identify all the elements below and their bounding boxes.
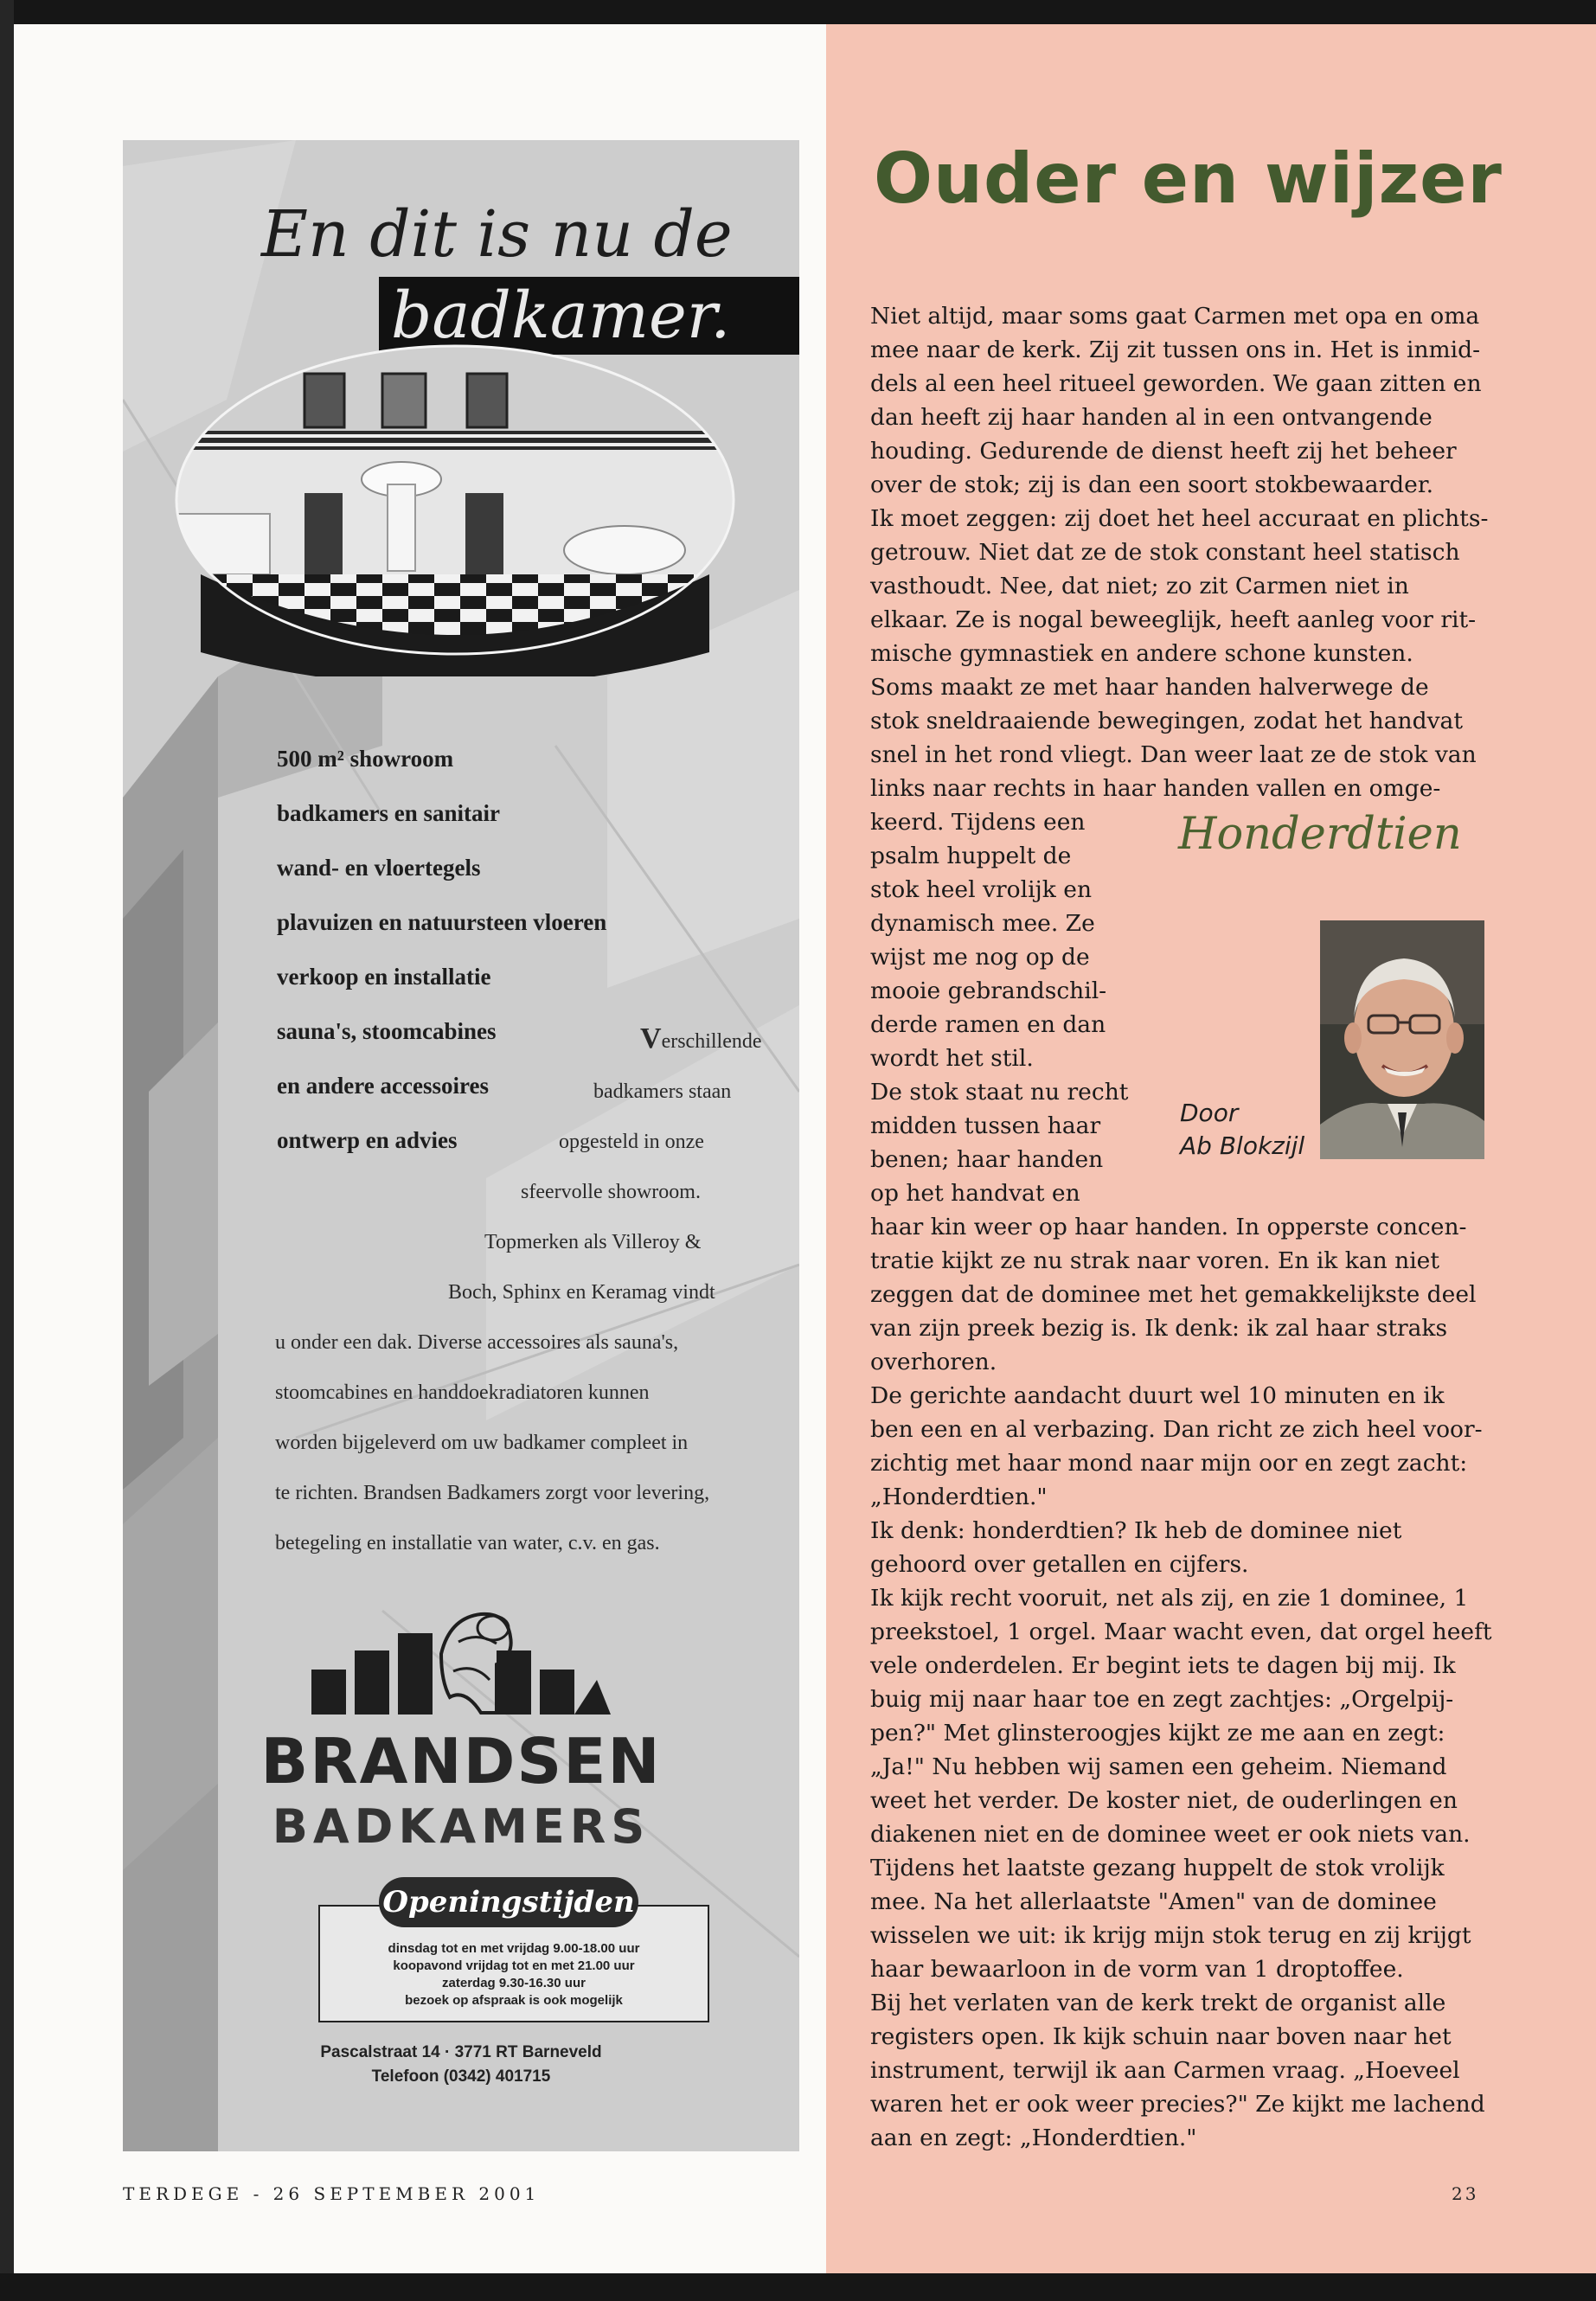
ad-body-line: Verschillende bbox=[640, 1022, 762, 1054]
article-line: snel in het rond vliegt. Dan weer laat ze de stok van bbox=[870, 741, 1477, 768]
article-line: zeggen dat de dominee met het gemakkelijkste deel bbox=[870, 1281, 1477, 1308]
article-line: van zijn preek bezig is. Ik denk: ik zal haar straks bbox=[870, 1315, 1448, 1342]
ad-body-line: Boch, Sphinx en Keramag vindt bbox=[448, 1281, 715, 1304]
scan-bottom-border bbox=[0, 2273, 1596, 2301]
brand-name: BRANDSEN bbox=[260, 1725, 662, 1798]
article-line: Ik denk: honderdtien? Ik heb de dominee niet bbox=[870, 1517, 1402, 1544]
bathroom-photo bbox=[175, 324, 735, 676]
ad-headline-line2: badkamer. bbox=[379, 277, 799, 355]
ad-body-line: u onder een dak. Diverse accessoires als sauna's, bbox=[275, 1331, 679, 1354]
article-line: waren het er ook weer precies?" Ze kijkt me lachend bbox=[870, 2091, 1485, 2118]
article-line: pen?" Met glinsteroogjes kijkt ze me aan en zegt: bbox=[870, 1720, 1445, 1747]
service-item: 500 m² showroom bbox=[277, 746, 454, 772]
drop-cap: V bbox=[640, 1022, 662, 1054]
article-line: haar kin weer op haar handen. In opperste concen- bbox=[870, 1214, 1467, 1240]
article-line: psalm huppelt de bbox=[870, 843, 1072, 869]
ad-body-line: sfeervolle showroom. bbox=[521, 1181, 701, 1203]
page-number: 23 bbox=[1452, 2183, 1479, 2204]
article-line: mooie gebrandschil- bbox=[870, 977, 1107, 1004]
store-phone: Telefoon (0342) 401715 bbox=[371, 2067, 551, 2086]
article-line: buig mij naar haar toe en zegt zachtjes: „Orgelpij- bbox=[870, 1686, 1454, 1713]
scan-top-border bbox=[0, 0, 1596, 24]
ad-body-line: te richten. Brandsen Badkamers zorgt voor levering, bbox=[275, 1482, 710, 1504]
article-line: instrument, terwijl ik aan Carmen vraag. „Hoeveel bbox=[870, 2057, 1460, 2084]
article-subtitle: Honderdtien bbox=[1178, 809, 1462, 860]
article-line: Ik kijk recht vooruit, net als zij, en zie 1 dominee, 1 bbox=[870, 1585, 1469, 1612]
store-address: Pascalstraat 14 · 3771 RT Barneveld bbox=[320, 2043, 602, 2061]
article-line: diakenen niet en de dominee weet er ook niets van. bbox=[870, 1821, 1471, 1848]
article-line: „Honderdtien." bbox=[870, 1484, 1048, 1510]
article-line: ben een en al verbazing. Dan richt ze zich heel voor- bbox=[870, 1416, 1483, 1443]
article-line: registers open. Ik kijk schuin naar boven naar het bbox=[870, 2023, 1452, 2050]
article-line: overhoren. bbox=[870, 1349, 997, 1375]
ad-body-line: opgesteld in onze bbox=[559, 1131, 704, 1153]
article-byline bbox=[1180, 1097, 1304, 1163]
brandsen-advertisement bbox=[123, 140, 799, 2151]
article-line: Tijdens het laatste gezang huppelt de stok vrolijk bbox=[870, 1855, 1445, 1881]
article-line: links naar rechts in haar handen vallen en omge- bbox=[870, 775, 1441, 802]
brand-subname: BADKAMERS bbox=[272, 1799, 651, 1854]
article-line: preekstoel, 1 orgel. Maar wacht even, dat orgel heeft bbox=[870, 1618, 1492, 1645]
service-item: wand- en vloertegels bbox=[277, 855, 481, 881]
article-line: De gerichte aandacht duurt wel 10 minuten en ik bbox=[870, 1382, 1445, 1409]
article-line: weet het verder. De koster niet, de ouderlingen en bbox=[870, 1787, 1458, 1814]
article-line: mische gymnastiek en andere schone kunsten. bbox=[870, 640, 1413, 667]
article-line: Ik moet zeggen: zij doet het heel accuraat en plichts- bbox=[870, 505, 1489, 532]
ad-headline-line1: En dit is nu de bbox=[261, 197, 733, 272]
article-title: Ouder en wijzer bbox=[874, 138, 1503, 219]
article-line: keerd. Tijdens een bbox=[870, 809, 1086, 836]
service-item: en andere accessoires bbox=[277, 1073, 489, 1099]
article-line: over de stok; zij is dan een soort stokbewaarder. bbox=[870, 471, 1433, 498]
article-line: dan heeft zij haar handen al in een ontvangende bbox=[870, 404, 1433, 431]
service-item: verkoop en installatie bbox=[277, 964, 491, 990]
service-item: plavuizen en natuursteen vloeren bbox=[277, 909, 607, 935]
article-line: zichtig met haar mond naar mijn oor en zegt zacht: bbox=[870, 1450, 1468, 1477]
hours-line: koopavond vrijdag tot en met 21.00 uur bbox=[393, 1958, 635, 1973]
scan-left-border bbox=[0, 0, 14, 2301]
publication-footer: TERDEGE - 26 SEPTEMBER 2001 bbox=[123, 2183, 541, 2204]
article-line: midden tussen haar bbox=[870, 1112, 1101, 1139]
article-line: Niet altijd, maar soms gaat Carmen met opa en oma bbox=[870, 303, 1480, 330]
ad-body-line: Topmerken als Villeroy & bbox=[484, 1231, 702, 1253]
hours-line: bezoek op afspraak is ook mogelijk bbox=[405, 1993, 623, 2008]
article-line: „Ja!" Nu hebben wij samen een geheim. Niemand bbox=[870, 1753, 1447, 1780]
article-line: wisselen we uit: ik krijg mijn stok terug en zij krijgt bbox=[870, 1922, 1471, 1949]
article-line: stok sneldraaiende bewegingen, zodat het handvat bbox=[870, 708, 1464, 734]
service-item: ontwerp en advies bbox=[277, 1127, 458, 1153]
article-line: gehoord over getallen en cijfers. bbox=[870, 1551, 1249, 1578]
article-line: wordt het stil. bbox=[870, 1045, 1034, 1072]
service-item: badkamers en sanitair bbox=[277, 800, 501, 826]
article-line: houding. Gedurende de dienst heeft zij het beheer bbox=[870, 438, 1457, 465]
hours-line: dinsdag tot en met vrijdag 9.00-18.00 uur bbox=[388, 1941, 640, 1956]
article-line: tratie kijkt ze nu strak naar voren. En ik kan niet bbox=[870, 1247, 1440, 1274]
article-line: stok heel vrolijk en bbox=[870, 876, 1093, 903]
opening-hours-title: Openingstijden bbox=[379, 1877, 638, 1927]
service-item: sauna's, stoomcabines bbox=[277, 1018, 497, 1044]
byline-prefix: Door bbox=[1180, 1099, 1239, 1127]
article-line: mee. Na het allerlaatste "Amen" van de dominee bbox=[870, 1888, 1437, 1915]
article-line: Bij het verlaten van de kerk trekt de organist alle bbox=[870, 1990, 1446, 2016]
article-line: derde ramen en dan bbox=[870, 1011, 1106, 1038]
article-line: vele onderdelen. Er begint iets te dagen bij mij. Ik bbox=[870, 1652, 1456, 1679]
article-line: elkaar. Ze is nogal beweeglijk, heeft aanleg voor rit- bbox=[870, 606, 1477, 633]
article-line: De stok staat nu recht bbox=[870, 1079, 1129, 1106]
article-line: dels al een heel ritueel geworden. We gaan zitten en bbox=[870, 370, 1482, 397]
author-name: Ab Blokzijl bbox=[1180, 1131, 1305, 1160]
article-line: mee naar de kerk. Zij zit tussen ons in. Het is inmid- bbox=[870, 336, 1481, 363]
article-line: haar bewaarloon in de vorm van 1 droptoffee. bbox=[870, 1956, 1404, 1983]
hours-line: zaterdag 9.30-16.30 uur bbox=[442, 1976, 586, 1990]
ad-body-line: stoomcabines en handdoekradiatoren kunnen bbox=[275, 1381, 650, 1404]
ad-body-line: betegeling en installatie van water, c.v. en gas. bbox=[275, 1532, 660, 1554]
article-line: benen; haar handen bbox=[870, 1146, 1104, 1173]
article-line: aan en zegt: „Honderdtien." bbox=[870, 2125, 1197, 2151]
article-line: wijst me nog op de bbox=[870, 944, 1090, 971]
author-photo bbox=[1320, 920, 1484, 1159]
article-line: Soms maakt ze met haar handen halverwege de bbox=[870, 674, 1429, 701]
ad-body-line: worden bijgeleverd om uw badkamer compleet in bbox=[275, 1432, 689, 1454]
article-line: getrouw. Niet dat ze de stok constant heel statisch bbox=[870, 539, 1460, 566]
article-line: op het handvat en bbox=[870, 1180, 1080, 1207]
article-line: dynamisch mee. Ze bbox=[870, 910, 1095, 937]
ad-body-line: badkamers staan bbox=[593, 1080, 732, 1103]
article-line: vasthoudt. Nee, dat niet; zo zit Carmen niet in bbox=[870, 573, 1409, 599]
brandsen-logo-icon bbox=[311, 1602, 611, 1723]
